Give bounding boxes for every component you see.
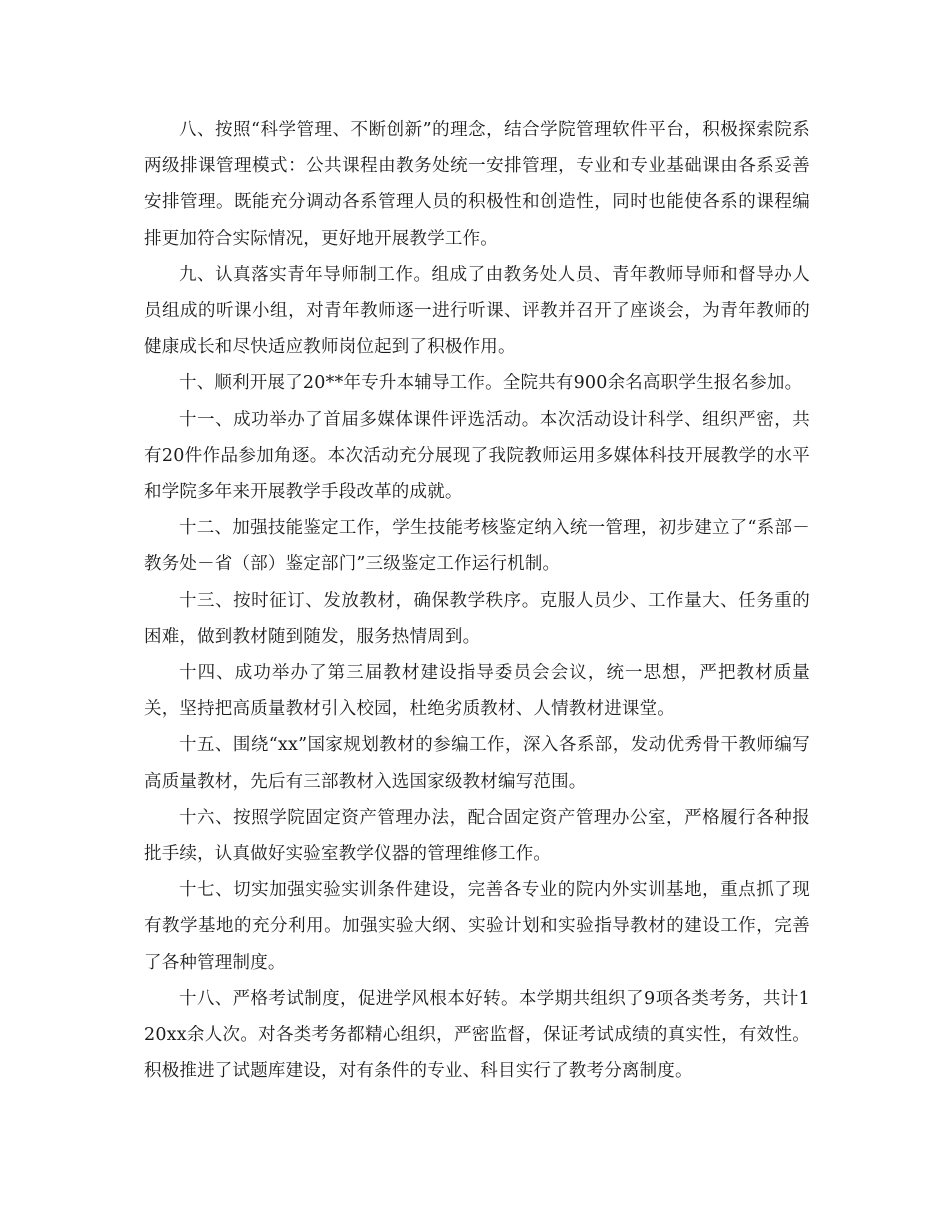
paragraph-8: 八、按照“科学管理、不断创新”的理念，结合学院管理软件平台，积极探索院系两级排课管理模式：公共课程由教务处统一安排管理，专业和专业基础课由各系妥善安排管理。既能充分调动各系管理人员的积极性和创造性，同时也能使各系的课程编排更加符合实际情况，更好地开展教学工作。 bbox=[144, 120, 810, 249]
paragraph-14: 十四、成功举办了第三届教材建设指导委员会会议，统一思想，严把教材质量关，坚持把高质量教材引入校园，杜绝劣质教材、人情教材进课堂。 bbox=[144, 663, 810, 720]
paragraph-15: 十五、围绕“xx”国家规划教材的参编工作，深入各系部，发动优秀骨干教师编写高质量教材，先后有三部教材入选国家级教材编写范围。 bbox=[144, 735, 810, 792]
document-body bbox=[144, 112, 810, 1089]
paragraph-17: 十七、切实加强实验实训条件建设，完善各专业的院内外实训基地，重点抓了现有教学基地的充分利用。加强实验大纲、实验计划和实验指导教材的建设工作，完善了各种管理制度。 bbox=[144, 880, 810, 973]
paragraph-11: 十一、成功举办了首届多媒体课件评选活动。本次活动设计科学、组织严密，共有20件作品参加角逐。本次活动充分展现了我院教师运用多媒体科技开展教学的水平和学院多年来开展教学手段改革的成就。 bbox=[144, 409, 810, 503]
paragraph-10: 十、顺利开展了20**年专升本辅导工作。全院共有900余名高职学生报名参加。 bbox=[179, 373, 803, 394]
paragraph-12: 十二、加强技能鉴定工作，学生技能考核鉴定纳入统一管理，初步建立了“系部－教务处－省（部）鉴定部门”三级鉴定工作运行机制。 bbox=[144, 518, 810, 575]
paragraph-13: 十三、按时征订、发放教材，确保教学秩序。克服人员少、工作量大、任务重的困难，做到教材随到随发，服务热情周到。 bbox=[144, 590, 810, 647]
paragraph-18: 十八、严格考试制度，促进学风根本好转。本学期共组织了9项各类考务，共计120xx余人次。对各类考务都精心组织，严密监督，保证考试成绩的真实性，有效性。积极推进了试题库建设，对有条件的专业、科目实行了教考分离制度。 bbox=[144, 988, 810, 1082]
paragraph-9: 九、认真落实青年导师制工作。组成了由教务处人员、青年教师导师和督导办人员组成的听课小组，对青年教师逐一进行听课、评教并召开了座谈会，为青年教师的健康成长和尽快适应教师岗位起到了积极作用。 bbox=[144, 264, 810, 358]
paragraph-16: 十六、按照学院固定资产管理办法，配合固定资产管理办公室，严格履行各种报批手续，认真做好实验室教学仪器的管理维修工作。 bbox=[144, 807, 810, 865]
